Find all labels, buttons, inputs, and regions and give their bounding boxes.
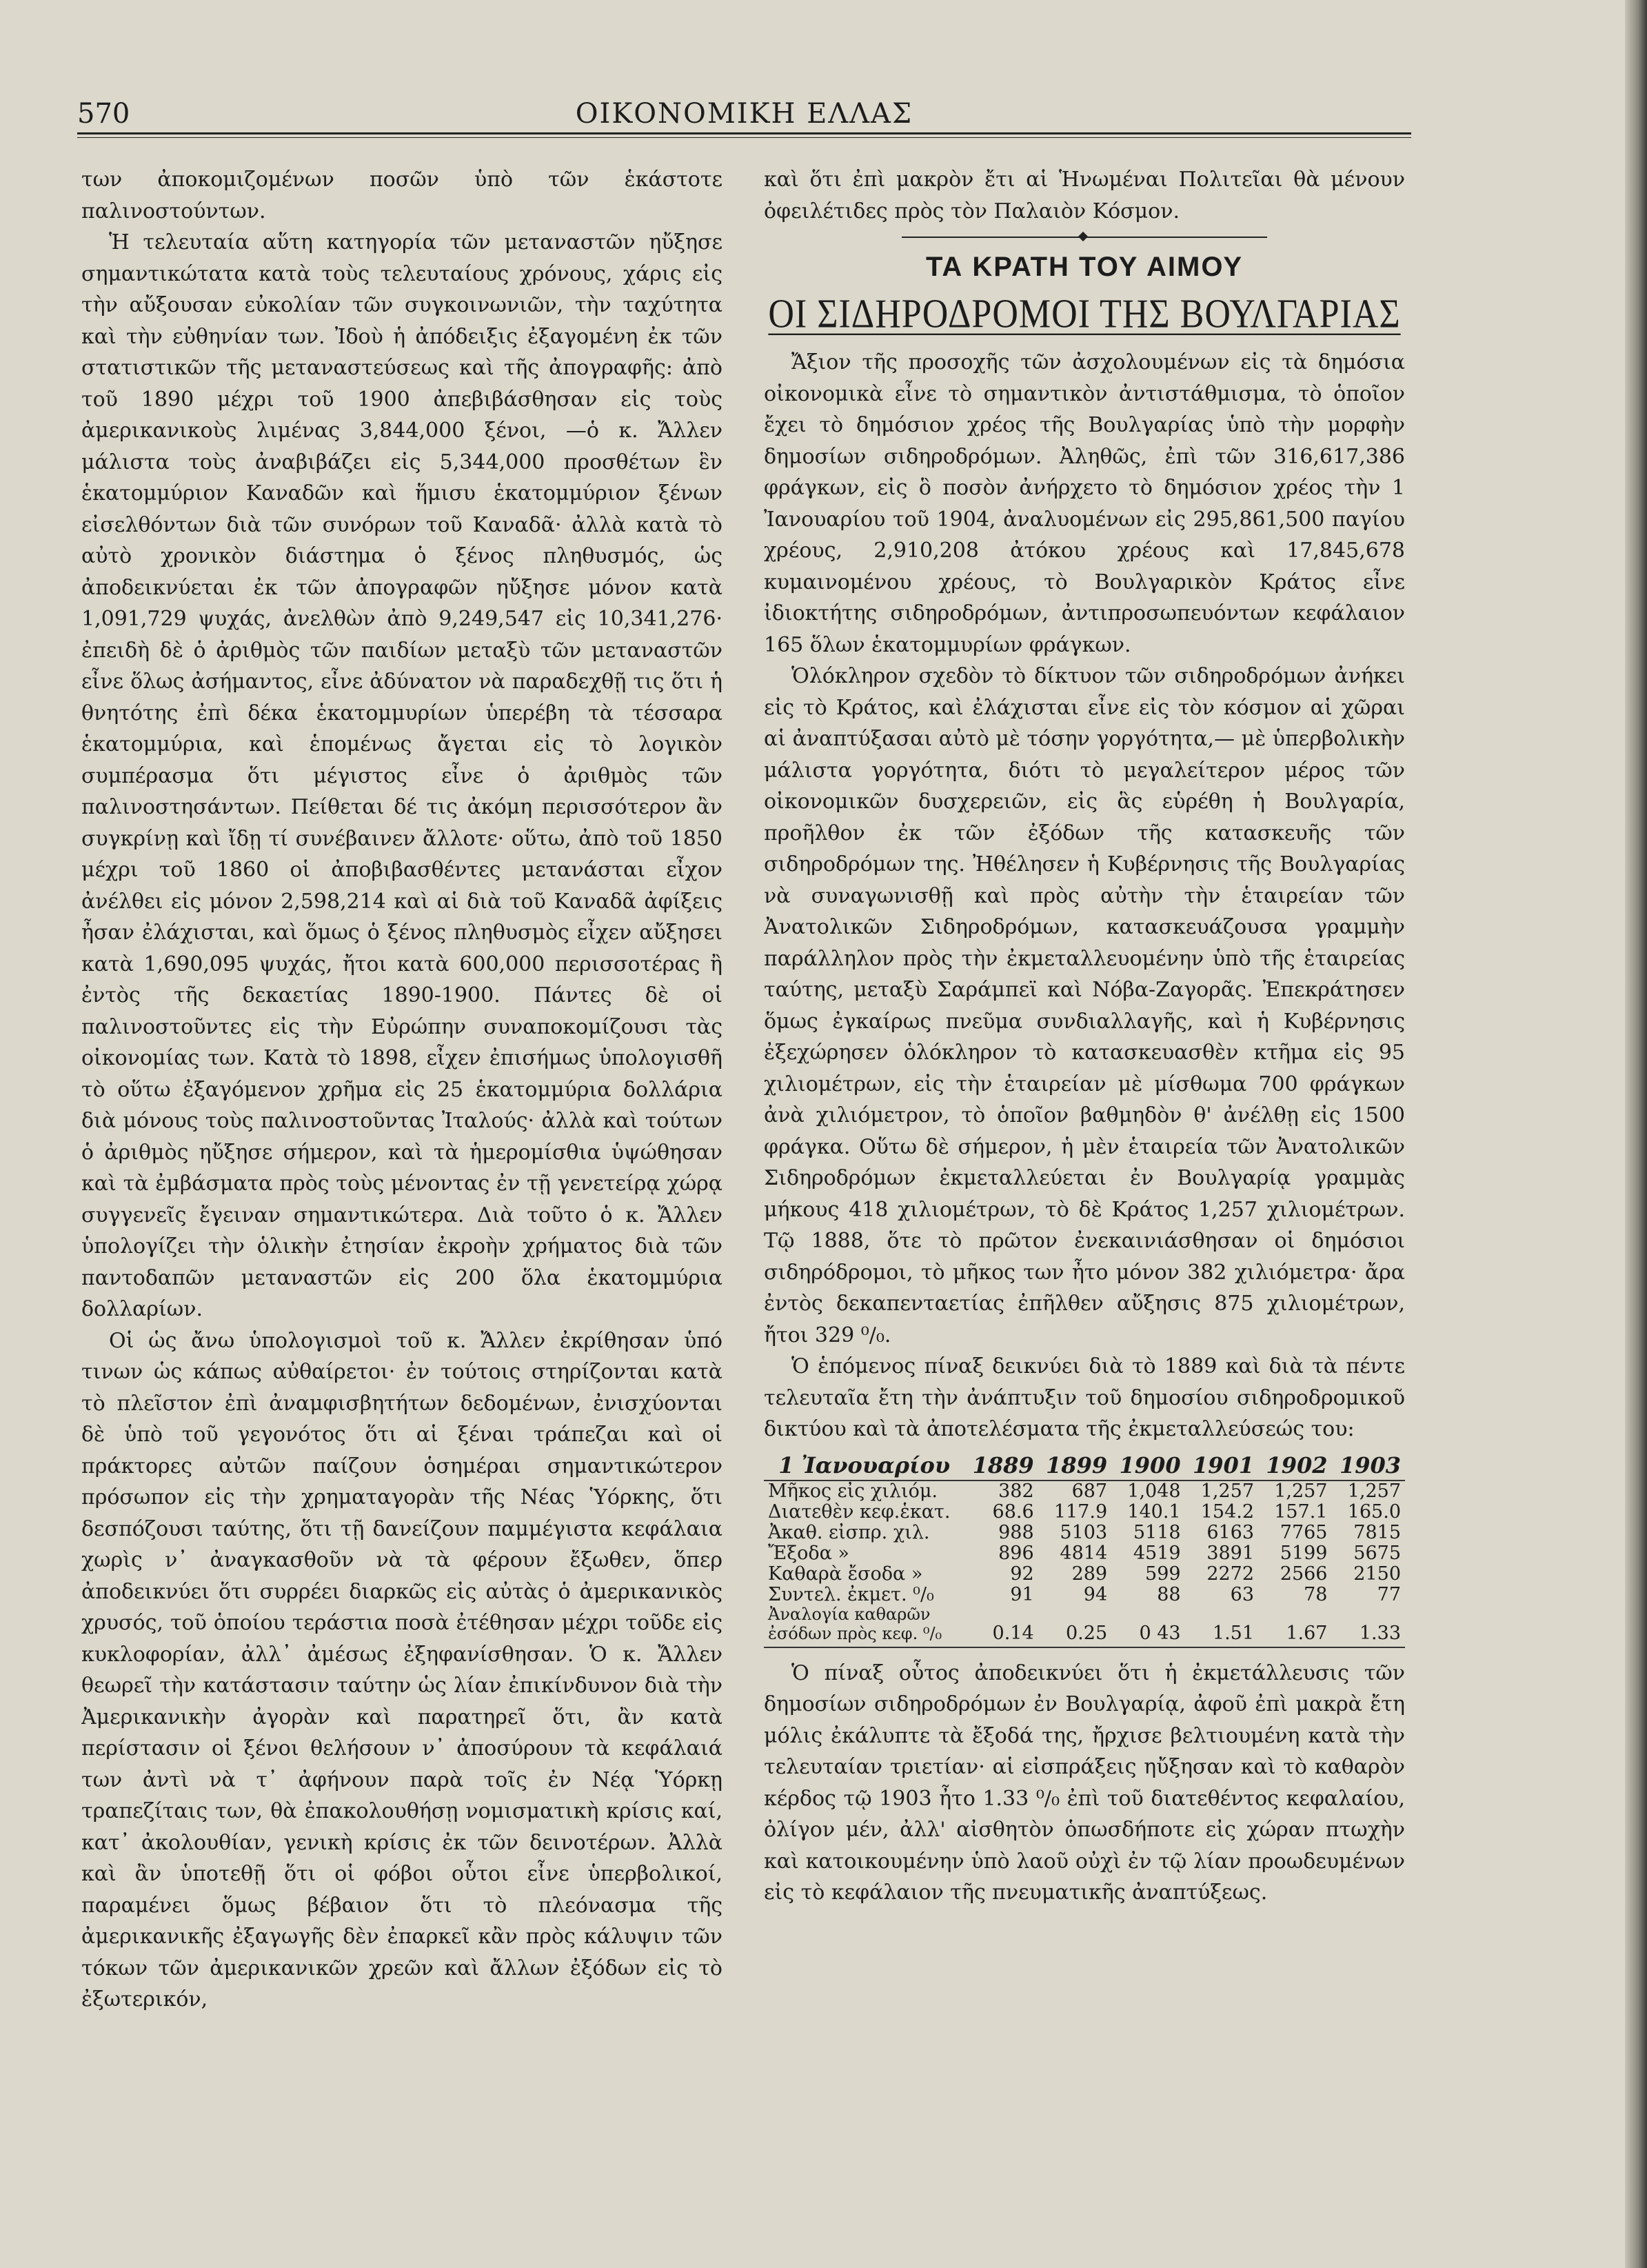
table-cell: 140.1 (1127, 1501, 1181, 1523)
ratio-label-line: Ἀναλογία καθαρῶν (768, 1604, 931, 1624)
table-cell: 68.6 (992, 1501, 1034, 1523)
separator-ornament (764, 232, 1405, 242)
table-header-row (764, 1452, 1405, 1481)
table-row (764, 1564, 1405, 1585)
paragraph: των ἀποκομιζομένων ποσῶν ὑπὸ τῶν ἑκάστοτε παλινοστούντων. (81, 168, 723, 223)
table-cell: 988 (998, 1521, 1034, 1543)
left-column (81, 164, 723, 2226)
table-cell: 88 (1157, 1583, 1181, 1605)
railway-statistics-table (764, 1452, 1405, 1648)
table-cell: Συντελ. ἐκμετ. ⁰/₀ (768, 1583, 934, 1605)
header-rule (77, 132, 1411, 138)
table-cell: 5118 (1133, 1521, 1181, 1543)
table-cell: 1.67 (1258, 1623, 1331, 1647)
table-cell: 289 (1071, 1563, 1108, 1585)
table-cell: Μῆκος εἰς χιλιόμ. (768, 1480, 938, 1502)
table-cell: 154.2 (1200, 1501, 1255, 1523)
table-cell: 63 (1230, 1583, 1255, 1605)
table-cell: 3891 (1206, 1542, 1255, 1564)
table-cell: 1.51 (1185, 1623, 1258, 1647)
table-cell: 92 (1010, 1563, 1034, 1585)
table-cell: 91 (1010, 1583, 1034, 1605)
paragraph-continuation: καὶ ὅτι ἐπὶ μακρὸν ἔτι αἱ Ἡνωμέναι Πολιτεῖαι θὰ μένουν ὀφειλέτιδες πρὸς τὸν Παλαιὸν Κόσμον. (764, 168, 1405, 223)
table-row (764, 1523, 1405, 1543)
table-cell: 382 (998, 1480, 1034, 1502)
paragraph: Οἱ ὡς ἄνω ὑπολογισμοὶ τοῦ κ. Ἄλλεν ἐκρίθησαν ὑπό τινων ὡς κάπως αὐθαίρετοι· ἐν τούτοις στηρίζονται κατὰ τὸ πλεῖστον ἐπὶ ἀναμφισβητήτων δεδομένων, ἐνισχύονται δὲ ὑπὸ τοῦ γεγονότος ὅτι αἱ ξέναι τράπεζαι καὶ οἱ πράκτορες αὐτῶν παίζουν ὁσημέραι σημαντικώτερον πρόσωπον εἰς τὴν χρηματαγορὰν τῆς Νέας Ὑόρκης, ὅτι δεσπόζουσι ταύτης, ὅτι τῇ δανείζουν παμμέγιστα κεφάλαια χωρὶς ν᾽ ἀναγκασθοῦν νὰ τὰ φέρουν ἔξωθεν, ὅπερ ἀποδεικνύει ὅτι συρρέει διαρκῶς εἰς αὐτὰς ὁ ἀμερικανικὸς χρυσός, τοῦ ὁποίου τεράστια ποσὰ ἐτέθησαν μέχρι τοῦδε εἰς κυκλοφορίαν, ἀλλ᾽ ἀμέσως ἐξηφανίσθησαν. Ὁ κ. Ἄλλεν θεωρεῖ τὴν κατάστασιν ταύτην ὡς λίαν ἐπικίνδυνον διὰ τὴν Ἀμερικανικὴν ἀγορὰν καὶ παρατηρεῖ ὅτι, ἂν κατὰ περίστασιν οἱ ξένοι θελήσουν ν᾽ ἀποσύρουν τὰ κεφάλαιά των ἀντὶ νὰ τ᾽ ἀφήνουν παρὰ τοῖς ἐν Νέᾳ Ὑόρκῃ τραπεζίταις των, θὰ ἐπακολουθήσῃ νομισματικὴ κρίσις καί, κατ᾽ ἀκολουθίαν, γενικὴ κρίσις ἐκ τῶν δεινοτέρων. Ἀλλὰ καὶ ἂν ὑποτεθῇ ὅτι οἱ φόβοι οὗτοι εἶνε ὑπερβολικοί, παραμένει ὅμως βέβαιον ὅτι τὸ πλεόνασμα τῆς ἀμερικανικῆς ἐξαγωγῆς δὲν ἐπαρκεῖ κἂν πρὸς κάλυψιν τῶν τόκων τῶν ἀμερικανικῶν χρεῶν καὶ ἄλλων ἐξόδων εἰς τὸ ἐξωτερικόν, (81, 1328, 723, 2011)
table-cell: 78 (1304, 1583, 1328, 1605)
table-row (764, 1605, 1405, 1623)
table-cell: 165.0 (1347, 1501, 1401, 1523)
paragraph: Ὁ ἑπόμενος πίναξ δεικνύει διὰ τὸ 1889 καὶ διὰ τὰ πέντε τελευταῖα ἔτη τὴν ἀνάπτυξιν τοῦ δημοσίου σιδηροδρομικοῦ δικτύου καὶ τὰ ἀποτελέσματα τῆς ἐκμεταλλεύσεώς του: (764, 1354, 1405, 1441)
page-edge-shadow (1625, 0, 1647, 2268)
table-header-cell: 1889 (964, 1452, 1038, 1481)
table-cell: 7815 (1353, 1521, 1401, 1543)
table-header-cell: 1903 (1331, 1452, 1405, 1481)
table-header-cell: 1 Ἰανουαρίου (764, 1452, 964, 1481)
paragraph: Ὁ πίναξ οὗτος ἀποδεικνύει ὅτι ἡ ἐκμετάλλευσις τῶν δημοσίων σιδηροδρόμων ἐν Βουλγαρίᾳ, ἀφοῦ ἐπὶ μακρὰ ἔτη μόλις ἐκάλυπτε τὰ ἔξοδά της, ἤρχισε βελτιουμένη κατὰ τὴν τελευταίαν τριετίαν· αἱ εἰσπράξεις ηὔξησαν καὶ τὸ καθαρὸν κέρδος τῷ 1903 ἦτο 1.33 ⁰/₀ ἐπὶ τοῦ διατεθέντος κεφαλαίου, ὀλίγον μέν, ἀλλ' αἰσθητὸν ὁπωσδήποτε εἰς χώραν πτωχὴν καὶ κατοικουμένην ὑπὸ λαοῦ οὐχὶ ἐν τῷ λίαν προωδευμένων εἰς τὸ κεφάλαιον τῆς πνευματικῆς ἀναπτύξεως. (764, 1660, 1405, 1905)
table-header-cell: 1899 (1038, 1452, 1111, 1481)
table-cell: 1,257 (1274, 1480, 1328, 1502)
right-column (764, 164, 1405, 2226)
table-header-cell: 1902 (1258, 1452, 1331, 1481)
table-cell: 2150 (1353, 1563, 1401, 1585)
table-header-cell: 1901 (1185, 1452, 1258, 1481)
table-cell: 5103 (1060, 1521, 1108, 1543)
article-title: ΟΙ ΣΙΔΗΡΟΔΡΟΜΟΙ ΤΗΣ ΒΟΥΛΓΑΡΙΑΣ (768, 291, 1401, 337)
table-row (764, 1623, 1405, 1647)
table-cell: 0.25 (1038, 1623, 1111, 1647)
section-title: ΤΑ ΚΡΑΤΗ ΤΟΥ ΑΙΜΟΥ (925, 252, 1244, 282)
table-cell: 1,048 (1127, 1480, 1181, 1502)
table-cell: 1.33 (1331, 1623, 1405, 1647)
paragraph: Ὁλόκληρον σχεδὸν τὸ δίκτυον τῶν σιδηροδρόμων ἀνήκει εἰς τὸ Κράτος, καὶ ἐλάχισται εἶνε εἰς τὸν κόσμον αἱ χῶραι αἱ ἀναπτύξασαι αὐτὸ μὲ τόσην γοργότητα,— μὲ ὑπερβολικὴν μάλιστα γοργότητα, διότι τὸ μεγαλείτερον μέρος τῶν οἰκονομικῶν δυσχερειῶν, εἰς ἃς εὑρέθη ἡ Βουλγαρία, προῆλθον ἐκ τῶν ἐξόδων τῆς κατασκευῆς τῶν σιδηροδρόμων της. Ἠθέλησεν ἡ Κυβέρνησις τῆς Βουλγαρίας νὰ συναγωνισθῇ καὶ πρὸς αὐτὴν τὴν ἑταιρείαν τῶν Ἀνατολικῶν Σιδηροδρόμων, κατασκευάζουσα γραμμὴν παράλληλον πρὸς τὴν ἐκμεταλλευομένην ὑπὸ τῆς ἑταιρείας ταύτης, μεταξὺ Σαράμπεϊ καὶ Νόβα-Ζαγορᾶς. Ἐπεκράτησεν ὅμως ἐγκαίρως πνεῦμα συνδιαλλαγῆς, καὶ ἡ Κυβέρνησις ἐξεχώρησεν ὁλόκληρον τὸ κατασκευασθὲν κτῆμα εἰς 95 χιλιομέτρων, εἰς τὴν ἑταιρείαν μὲ μίσθωμα 700 φράγκων ἀνὰ χιλιόμετρον, τὸ ὁποῖον βαθμηδὸν θ' ἀνέλθῃ εἰς 1500 φράγκα. Οὕτω δὲ σήμερον, ἡ μὲν ἑταιρεία τῶν Ἀνατολικῶν Σιδηροδρόμων ἐκμεταλλεύεται ἐν Βουλγαρίᾳ γραμμὰς μήκους 418 χιλιομέτρων, τὸ δὲ Κράτος 1,257 χιλιομέτρων. Τῷ 1888, ὅτε τὸ πρῶτον ἐνεκαινιάσθησαν οἱ δημόσιοι σιδηρόδρομοι, τὸ μῆκος των ἦτο μόνον 382 χιλιόμετρα· ἄρα ἐντὸς δεκαπενταετίας ἐπῆλθεν αὔξησις 875 χιλιομέτρων, ἤτοι 329 ⁰/₀. (764, 664, 1405, 1347)
table-cell: 1,257 (1200, 1480, 1255, 1502)
table-cell: 5675 (1353, 1542, 1401, 1564)
ratio-label: ἐσόδων πρὸς κεφ. ⁰/₀ (764, 1623, 964, 1647)
table-cell: 4814 (1060, 1542, 1108, 1564)
table-cell: 6163 (1206, 1521, 1255, 1543)
table-cell: Ἔξοδα » (768, 1542, 849, 1564)
table-cell: 896 (998, 1542, 1034, 1564)
table-cell: 5199 (1280, 1542, 1328, 1564)
table-cell: 0 43 (1111, 1623, 1184, 1647)
table-row (764, 1481, 1405, 1502)
paragraph: Ἄξιον τῆς προσοχῆς τῶν ἀσχολουμένων εἰς τὰ δημόσια οἰκονομικὰ εἶνε τὸ σημαντικὸν ἀντιστάθμισμα, τὸ ὁποῖον ἔχει τὸ δημόσιον χρέος τῆς Βουλγαρίας ὑπὸ τὴν μορφὴν δημοσίων σιδηροδρόμων. Ἀληθῶς, ἐπὶ τῶν 316,617,386 φράγκων, εἰς ὃ ποσὸν ἀνήρχετο τὸ δημόσιον χρέος τὴν 1 Ἰανουαρίου τοῦ 1904, ἀναλυομένων εἰς 295,861,500 παγίου χρέους, 2,910,208 ἀτόκου χρέους καὶ 17,845,678 κυμαινομένου χρέους, τὸ Βουλγαρικὸν Κράτος εἶνε ἰδιοκτήτης σιδηροδρόμων, ἀντιπροσωπευόντων κεφάλαιον 165 ὅλων ἑκατομμυρίων φράγκων. (764, 350, 1405, 657)
page-number: 570 (77, 98, 130, 130)
table-row (764, 1502, 1405, 1523)
diamond-icon (1078, 232, 1088, 241)
table-header-cell: 1900 (1111, 1452, 1184, 1481)
running-title: ΟΙΚΟΝΟΜΙΚΗ ΕΛΛΑΣ (575, 98, 913, 130)
table-row (764, 1543, 1405, 1564)
table-cell: 2566 (1280, 1563, 1328, 1585)
table-cell: 0.14 (964, 1623, 1038, 1647)
table-cell: Διατεθὲν κεφ.ἑκατ. (768, 1501, 951, 1523)
table-cell: 157.1 (1274, 1501, 1328, 1523)
table-cell: 7765 (1280, 1521, 1328, 1543)
table-cell: 94 (1083, 1583, 1108, 1605)
table-cell: 599 (1145, 1563, 1181, 1585)
table-cell: 687 (1071, 1480, 1108, 1502)
table-cell: 117.9 (1053, 1501, 1108, 1523)
paragraph: Ἡ τελευταία αὕτη κατηγορία τῶν μεταναστῶν ηὔξησε σημαντικώτατα κατὰ τοὺς τελευταίους χρόνους, χάρις εἰς τὴν αὔξουσαν εὐκολίαν τῶν συγκοινωνιῶν, τὴν ταχύτητα καὶ τὴν εὐθηνίαν των. Ἰδοὺ ἡ ἀπόδειξις ἐξαγομένη ἐκ τῶν στατιστικῶν τῆς μεταναστεύσεως καὶ τῆς ἀπογραφῆς: ἀπὸ τοῦ 1890 μέχρι τοῦ 1900 ἀπεβιβάσθησαν εἰς τοὺς ἀμερικανικοὺς λιμένας 3,844,000 ξένοι, —ὁ κ. Ἄλλεν μάλιστα τοὺς ἀναβιβάζει εἰς 5,344,000 προσθέτων ἓν ἑκατομμύριον Καναδῶν καὶ ἥμισυ ἑκατομμύριον ξένων εἰσελθόντων διὰ τῶν συνόρων τοῦ Καναδᾶ· ἀλλὰ κατὰ τὸ αὐτὸ χρονικὸν διάστημα ὁ ξένος πληθυσμός, ὡς ἀποδεικνύεται ἐκ τῶν ἀπογραφῶν ηὔξησε μόνον κατὰ 1,091,729 ψυχάς, ἀνελθὼν ἀπὸ 9,249,547 εἰς 10,341,276· ἐπειδὴ δὲ ὁ ἀριθμὸς τῶν παιδίων μεταξὺ τῶν μεταναστῶν εἶνε ὅλως ἀσήμαντος, εἶνε ἀδύνατον νὰ παραδεχθῇ τις ὅτι ἡ θνητότης ἐπὶ δέκα ἑκατομμυρίων ὑπερέβη τὰ τέσσαρα ἑκατομμύρια, καὶ ἑπομένως ἄγεται εἰς τὸ λογικὸν συμπέρασμα ὅτι μέγιστος εἶνε ὁ ἀριθμὸς τῶν παλινοστησάντων. Πείθεται δέ τις ἀκόμη περισσότερον ἂν συγκρίνῃ καὶ ἴδῃ τί συνέβαινεν ἄλλοτε· οὕτω, ἀπὸ τοῦ 1850 μέχρι τοῦ 1860 οἱ ἀποβιβασθέντες μετανάσται εἶχον ἀνέλθει εἰς μόνον 2,598,214 καὶ αἱ διὰ τοῦ Καναδᾶ ἀφίξεις ἦσαν ἐλάχισται, καὶ ὅμως ὁ ξένος πληθυσμὸς εἶχεν αὔξησει κατὰ 1,690,095 ψυχάς, ἤτοι κατὰ 600,000 περισσοτέρας ἢ ἐντὸς τῆς δεκαετίας 1890-1900. Πάντες δὲ οἱ παλινοστοῦντες εἰς τὴν Εὐρώπην συναποκομίζουσι τὰς οἰκονομίας των. Κατὰ τὸ 1898, εἶχεν ἐπισήμως ὑπολογισθῆ τὸ οὕτω ἐξαγόμενον χρῆμα εἰς 25 ἑκατομμύρια δολλάρια διὰ μόνους τοὺς παλινοστοῦντας Ἰταλούς· ἀλλὰ καὶ τούτων ὁ ἀριθμὸς ηὔξησε σήμερον, καὶ τὰ ἡμερομίσθια ὑψώθησαν καὶ τὰ ἐμβάσματα πρὸς τοὺς μένοντας ἐν τῇ γενετείρᾳ χώρᾳ συγγενεῖς ἔγειναν σημαντικώτερα. Διὰ τοῦτο ὁ κ. Ἄλλεν ὑπολογίζει τὴν ὁλικὴν ἐτησίαν ἐκροὴν χρήματος διὰ τῶν παντοδαπῶν μεταναστῶν εἰς 200 ὅλα ἑκατομμύρια δολλαρίων. (81, 230, 723, 1321)
table-row (764, 1585, 1405, 1605)
table-cell: 77 (1377, 1583, 1401, 1605)
table-cell: 2272 (1206, 1563, 1255, 1585)
table-cell: Καθαρὰ ἔσοδα » (768, 1563, 923, 1585)
table-cell: 4519 (1133, 1542, 1181, 1564)
page-header (77, 97, 1411, 138)
table-cell: 1,257 (1347, 1480, 1401, 1502)
table-cell: Ἀκαθ. εἰσπρ. χιλ. (768, 1521, 930, 1543)
